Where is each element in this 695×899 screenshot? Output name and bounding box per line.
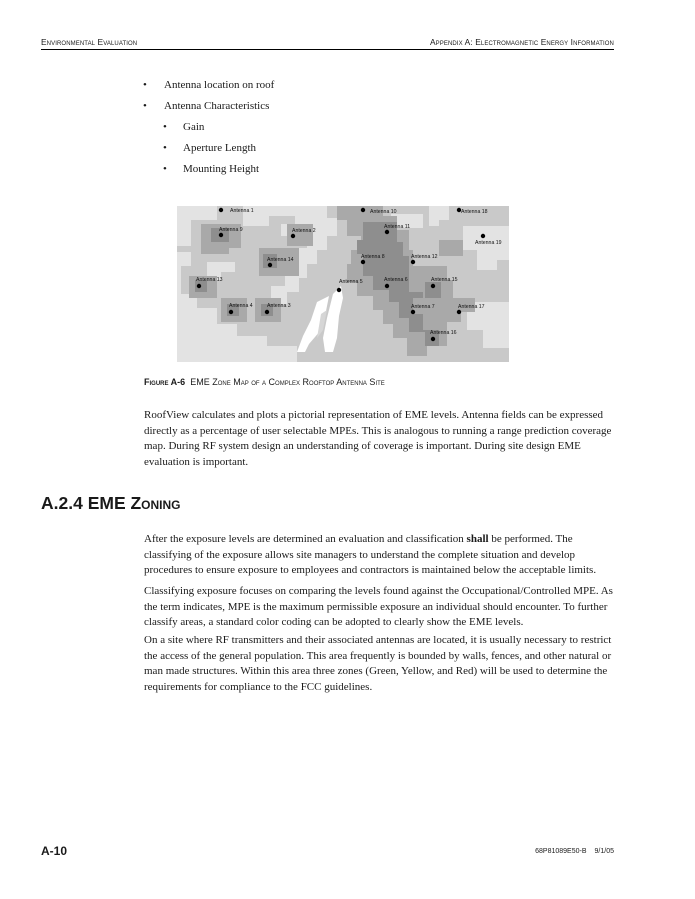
list-item: • Antenna Characteristics <box>143 97 274 118</box>
antenna-label: Antenna 10 <box>370 209 397 215</box>
antenna-label: Antenna 9 <box>219 227 243 233</box>
emphasis-shall: shall <box>466 533 489 545</box>
antenna-label: Antenna 7 <box>411 304 435 310</box>
antenna-label: Antenna 1 <box>230 208 254 214</box>
document-number: 68P81089E50-B <box>535 848 587 855</box>
figure-title: EME Zone Map of a Complex Rooftop Antenna Site <box>190 377 385 387</box>
text-run: After the exposure levels are determined an evaluation and classification <box>144 533 467 545</box>
antenna-label: Antenna 4 <box>229 303 253 309</box>
antenna-label: Antenna 18 <box>461 209 488 215</box>
eme-zone-map <box>177 206 509 362</box>
header-rule <box>41 49 614 50</box>
antenna-label: Antenna 3 <box>267 303 291 309</box>
antenna-label: Antenna 15 <box>431 277 458 283</box>
section-paragraph-3: On a site where RF transmitters and their associated antennas are located, it is usually necessary to restrict the access of the general population. This area frequently is bounded by walls, fences, and other natural or man made structures. Within this area three zones (Green, Yellow, and Red) will be used to determine the requirements for compliance to the FCC guidelines. <box>144 634 612 693</box>
footer-doc-info <box>535 848 614 855</box>
page-number: A-10 <box>41 844 68 858</box>
list-item: • Gain <box>163 118 259 139</box>
eme-zone-map-graphic <box>177 206 509 362</box>
antenna-label: Antenna 5 <box>339 279 363 285</box>
antenna-label: Antenna 14 <box>267 257 294 263</box>
antenna-label: Antenna 16 <box>430 330 457 336</box>
section-paragraph-1 <box>144 532 614 579</box>
antenna-label: Antenna 13 <box>196 277 223 283</box>
sub-bullet-list <box>163 118 259 181</box>
antenna-label: Antenna 2 <box>292 228 316 234</box>
antenna-label: Antenna 19 <box>475 240 502 246</box>
antenna-label: Antenna 6 <box>384 277 408 283</box>
list-item: • Antenna location on roof <box>143 76 274 97</box>
section-number: A.2.4 <box>41 493 83 513</box>
list-item: • Aperture Length <box>163 139 259 160</box>
bullet-list <box>143 76 274 118</box>
running-header-right: Appendix A: Electromagnetic Energy Information <box>429 37 614 47</box>
document-date: 9/1/05 <box>594 848 614 855</box>
section-paragraph-2: Classifying exposure focuses on comparing the levels found against the Occupational/Controlled MPE. As the term indicates, MPE is the maximum permissible exposure an individual should encounter. To further classify areas, a standard color coding can be adopted to clearly show the EME levels. <box>144 585 613 629</box>
section-title: EME Zoning <box>87 493 181 513</box>
list-item: • Mounting Height <box>163 160 259 181</box>
antenna-label: Antenna 17 <box>458 304 485 310</box>
running-header-left: Environmental Evaluation <box>41 37 138 47</box>
text-run: be performed. The classifying of the exposure allows site managers to understand the complete situation and develop procedures to ensure exposure to employees and contractors is maintained below the acceptable limits. <box>144 533 597 577</box>
antenna-label: Antenna 12 <box>411 254 438 260</box>
section-heading <box>41 493 181 514</box>
figure-caption <box>144 377 385 387</box>
antenna-label: Antenna 8 <box>361 254 385 260</box>
figure-label: Figure A-6 <box>144 377 186 387</box>
intro-paragraph: RoofView calculates and plots a pictorial representation of EME levels. Antenna fields can be expressed directly as a percentage of user selectable MPEs. This is analogous to running a range prediction coverage map. During RF system design an understanding of coverage is important. During site design EME evaluation is important. <box>144 409 612 468</box>
antenna-label: Antenna 11 <box>384 224 411 230</box>
